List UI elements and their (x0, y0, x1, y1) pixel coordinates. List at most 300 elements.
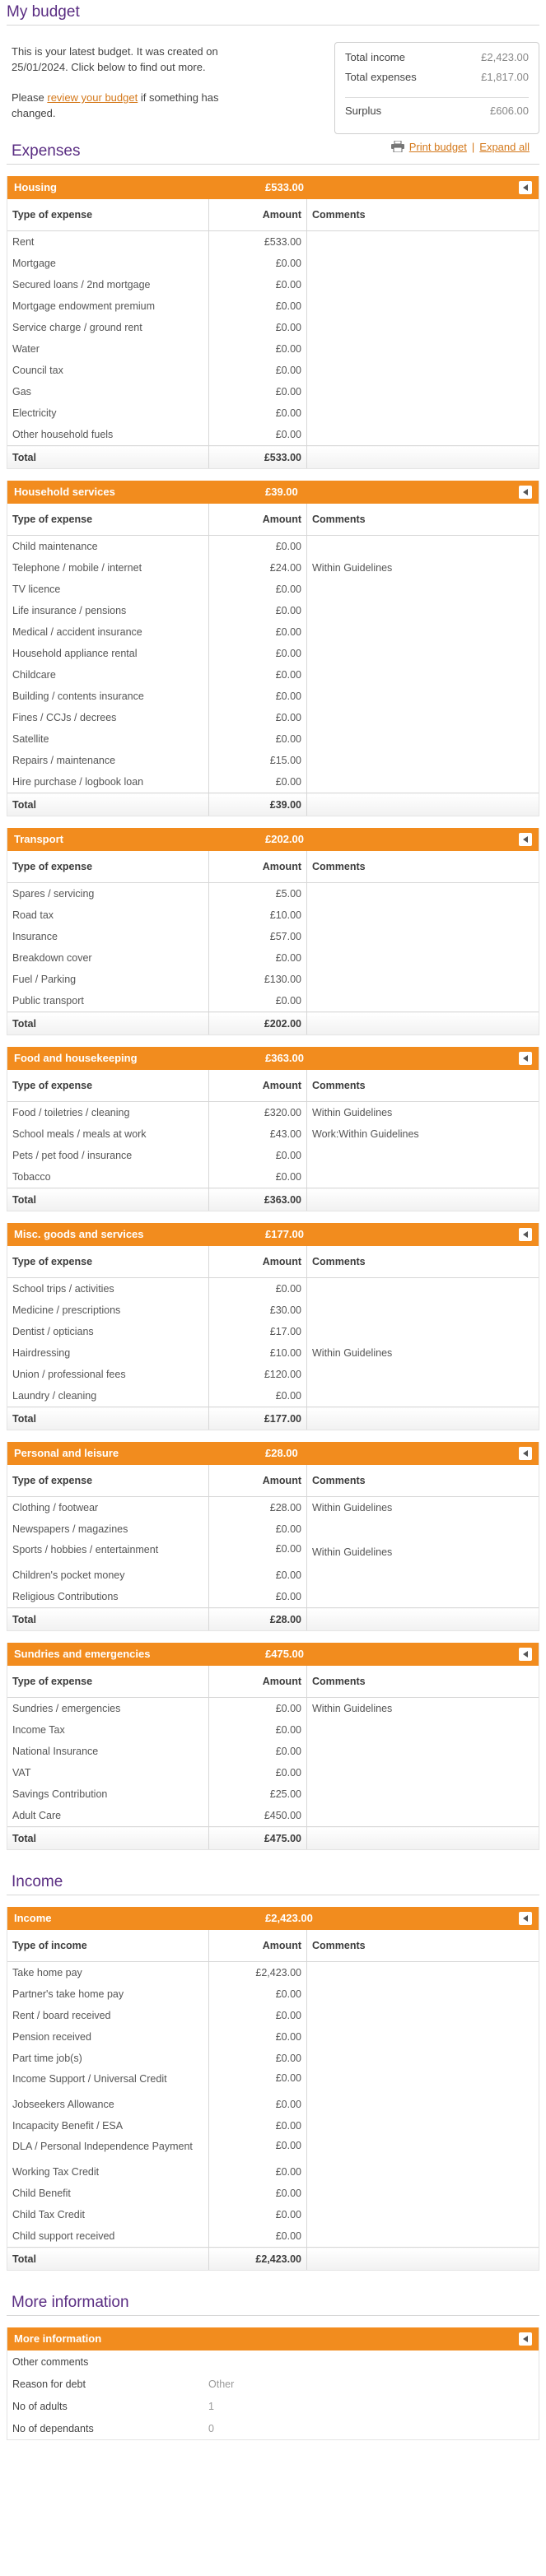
item-amount: £450.00 (209, 1805, 307, 1827)
table-row (7, 1741, 539, 1762)
item-amount: £0.00 (209, 274, 307, 295)
table-row (7, 1586, 539, 1608)
comments-column-header: Comments (307, 851, 539, 883)
item-amount: £0.00 (209, 2048, 307, 2069)
review-prompt (12, 90, 259, 121)
item-label: Laundry / cleaning (7, 1385, 209, 1407)
item-amount: £0.00 (209, 1166, 307, 1188)
item-label: National Insurance (7, 1741, 209, 1762)
item-label: Secured loans / 2nd mortgage (7, 274, 209, 295)
income-table (7, 1930, 539, 2270)
collapse-icon[interactable] (519, 1228, 532, 1241)
item-label: Child Benefit (7, 2183, 209, 2204)
total-comment (307, 2248, 539, 2271)
table-row (7, 2204, 539, 2225)
housing-header[interactable] (7, 176, 539, 199)
item-amount: £0.00 (209, 402, 307, 424)
total-label: Total (7, 446, 209, 469)
total-income-label: Total income (345, 51, 405, 63)
food-and-housekeeping-column-headers (7, 1070, 539, 1102)
table-row (7, 1518, 539, 1540)
amount-column-header: Amount (209, 1465, 307, 1497)
info-label: No of dependants (12, 2422, 94, 2434)
table-row (7, 2183, 539, 2204)
table-row (7, 274, 539, 295)
item-amount: £533.00 (209, 231, 307, 253)
table-row (7, 2137, 539, 2161)
income-heading: Income (12, 1873, 63, 1890)
item-label: Insurance (7, 926, 209, 947)
total-label: Total (7, 2248, 209, 2271)
housing-title: Housing (14, 181, 57, 193)
item-comment (307, 1719, 539, 1741)
table-row (7, 381, 539, 402)
item-label: Spares / servicing (7, 883, 209, 905)
item-label: Sports / hobbies / entertainment (7, 1540, 209, 1565)
collapse-icon[interactable] (519, 1912, 532, 1925)
sundries-and-emergencies-header[interactable] (7, 1643, 539, 1666)
misc-goods-and-services-table (7, 1246, 539, 1430)
item-comment (307, 2137, 539, 2161)
amount-column-header: Amount (209, 1246, 307, 1278)
expense-sections (7, 176, 539, 1850)
total-label: Total (7, 793, 209, 816)
info-label: Reason for debt (12, 2378, 86, 2390)
item-comment (307, 253, 539, 274)
info-label: Other comments (12, 2355, 89, 2368)
item-amount: £0.00 (209, 990, 307, 1012)
total-comment (307, 1608, 539, 1631)
transport-column-headers (7, 851, 539, 883)
item-comment (307, 947, 539, 969)
misc-goods-and-services-title: Misc. goods and services (14, 1228, 144, 1240)
table-row (7, 1540, 539, 1565)
table-row (7, 771, 539, 793)
table-row (7, 317, 539, 338)
table-row (7, 686, 539, 707)
total-expenses-row (345, 67, 529, 87)
table-row (7, 360, 539, 381)
total-label: Total (7, 1608, 209, 1631)
table-row (7, 424, 539, 446)
comments-column-header: Comments (307, 1666, 539, 1698)
sundries-and-emergencies-table (7, 1666, 539, 1849)
transport-card (7, 828, 539, 1035)
item-amount: £0.00 (209, 1698, 307, 1720)
info-row (7, 2395, 539, 2417)
item-label: Child support received (7, 2225, 209, 2248)
item-label: Take home pay (7, 1962, 209, 1984)
item-amount: £0.00 (209, 381, 307, 402)
table-row (7, 600, 539, 621)
housing-table (7, 199, 539, 468)
more-info-table (7, 2350, 539, 2439)
item-label: Breakdown cover (7, 947, 209, 969)
item-label: Newspapers / magazines (7, 1518, 209, 1540)
item-comment (307, 579, 539, 600)
item-label: Child Tax Credit (7, 2204, 209, 2225)
item-amount: £0.00 (209, 1983, 307, 2005)
comments-column-header: Comments (307, 1070, 539, 1102)
collapse-icon[interactable] (519, 1648, 532, 1661)
totals-divider (345, 97, 529, 98)
item-comment (307, 1518, 539, 1540)
table-row (7, 969, 539, 990)
item-amount: £0.00 (209, 643, 307, 664)
income-heading-bar (7, 1865, 539, 1895)
item-amount: £0.00 (209, 295, 307, 317)
item-label: Part time job(s) (7, 2048, 209, 2069)
comments-column-header: Comments (307, 1930, 539, 1962)
item-label: Service charge / ground rent (7, 317, 209, 338)
income-amount: £2,423.00 (265, 1912, 313, 1924)
table-row (7, 579, 539, 600)
table-row (7, 883, 539, 905)
table-row (7, 2161, 539, 2183)
item-comment: Within Guidelines (312, 1107, 393, 1118)
item-comment (307, 402, 539, 424)
collapse-icon[interactable] (519, 1052, 532, 1065)
item-amount: £0.00 (209, 2225, 307, 2248)
item-comment (307, 621, 539, 643)
item-amount: £0.00 (209, 1145, 307, 1166)
item-amount: £0.00 (209, 2115, 307, 2137)
item-comment (307, 883, 539, 905)
item-amount: £10.00 (209, 1342, 307, 1364)
more-info-heading: More information (12, 2294, 129, 2311)
item-comment (307, 771, 539, 793)
item-comment (307, 2069, 539, 2094)
item-label: Public transport (7, 990, 209, 1012)
item-amount: £0.00 (209, 1540, 307, 1565)
item-label: Road tax (7, 904, 209, 926)
item-comment (307, 2204, 539, 2225)
expenses-heading-bar (7, 134, 539, 165)
item-amount: £0.00 (209, 686, 307, 707)
income-section (7, 1907, 539, 2271)
item-comment (307, 1278, 539, 1300)
info-value: Other (208, 2378, 235, 2390)
income-card (7, 1907, 539, 2271)
sundries-and-emergencies-title: Sundries and emergencies (14, 1648, 151, 1660)
total-label: Total (7, 1407, 209, 1430)
intro-text (12, 44, 259, 136)
item-amount: £0.00 (209, 1586, 307, 1608)
item-label: Dentist / opticians (7, 1321, 209, 1342)
item-label: Incapacity Benefit / ESA (7, 2115, 209, 2137)
item-amount: £0.00 (209, 1741, 307, 1762)
item-comment (307, 1962, 539, 1984)
item-amount: £0.00 (209, 579, 307, 600)
item-amount: £0.00 (209, 1565, 307, 1586)
item-label: School trips / activities (7, 1278, 209, 1300)
item-comment (307, 1741, 539, 1762)
page-title: My budget (7, 0, 539, 26)
item-label: Life insurance / pensions (7, 600, 209, 621)
item-amount: £28.00 (209, 1497, 307, 1519)
item-amount: £0.00 (209, 317, 307, 338)
item-label: Pension received (7, 2026, 209, 2048)
table-row (7, 1166, 539, 1188)
item-comment (307, 1762, 539, 1783)
transport-amount: £202.00 (265, 833, 304, 845)
table-row (7, 536, 539, 558)
item-amount: £57.00 (209, 926, 307, 947)
type-column-header: Type of expense (7, 1070, 209, 1102)
item-label: Medical / accident insurance (7, 621, 209, 643)
comments-column-header: Comments (307, 199, 539, 231)
item-amount: £25.00 (209, 1783, 307, 1805)
item-comment (307, 904, 539, 926)
collapse-icon[interactable] (519, 833, 532, 846)
total-amount: £177.00 (209, 1407, 307, 1430)
info-row (7, 2373, 539, 2395)
item-label: Working Tax Credit (7, 2161, 209, 2183)
food-and-housekeeping-table (7, 1070, 539, 1211)
item-amount: £0.00 (209, 1518, 307, 1540)
household-services-amount: £39.00 (265, 486, 298, 498)
info-label: No of adults (12, 2400, 68, 2412)
food-and-housekeeping-amount: £363.00 (265, 1052, 304, 1064)
total-label: Total (7, 1827, 209, 1850)
print-budget-link[interactable]: Print budget (408, 141, 467, 153)
item-amount: £0.00 (209, 2026, 307, 2048)
table-row (7, 664, 539, 686)
item-amount: £0.00 (209, 707, 307, 728)
surplus-label: Surplus (345, 105, 382, 117)
misc-goods-and-services-card (7, 1223, 539, 1430)
item-amount: £130.00 (209, 969, 307, 990)
item-label: Repairs / maintenance (7, 750, 209, 771)
info-value: 1 (208, 2400, 214, 2412)
item-amount: £0.00 (209, 360, 307, 381)
total-amount: £28.00 (209, 1608, 307, 1631)
item-amount: £0.00 (209, 1719, 307, 1741)
item-amount: £0.00 (209, 2183, 307, 2204)
item-label: Food / toiletries / cleaning (7, 1102, 209, 1124)
personal-and-leisure-header[interactable] (7, 1442, 539, 1465)
item-label: Satellite (7, 728, 209, 750)
item-comment (307, 1364, 539, 1385)
item-label: Income Support / Universal Credit (7, 2069, 209, 2094)
sundries-and-emergencies-amount: £475.00 (265, 1648, 304, 1660)
item-amount: £0.00 (209, 2005, 307, 2026)
collapse-icon[interactable] (519, 1447, 532, 1460)
totals-summary (334, 42, 539, 134)
item-label: Union / professional fees (7, 1364, 209, 1385)
item-comment (307, 317, 539, 338)
item-amount: £0.00 (209, 2069, 307, 2094)
table-row (7, 231, 539, 253)
table-row (7, 2048, 539, 2069)
amount-column-header: Amount (209, 199, 307, 231)
item-comment (307, 2115, 539, 2137)
type-column-header: Type of income (7, 1930, 209, 1962)
actions-separator: | (471, 141, 475, 153)
item-label: DLA / Personal Independence Payment (7, 2137, 209, 2161)
table-row (7, 338, 539, 360)
household-services-title: Household services (14, 486, 115, 498)
intro-area (7, 26, 539, 124)
item-label: Rent / board received (7, 2005, 209, 2026)
income-title: Income (14, 1912, 52, 1924)
item-label: Children's pocket money (7, 1565, 209, 1586)
item-comment (307, 2094, 539, 2115)
table-row (7, 1385, 539, 1407)
item-label: Medicine / prescriptions (7, 1300, 209, 1321)
item-comment (307, 1145, 539, 1166)
total-row (7, 1012, 539, 1035)
item-label: Partner's take home pay (7, 1983, 209, 2005)
item-amount: £2,423.00 (209, 1962, 307, 1984)
income-header[interactable] (7, 1907, 539, 1930)
total-income-value: £2,423.00 (481, 51, 529, 63)
item-amount: £0.00 (209, 600, 307, 621)
table-row (7, 1321, 539, 1342)
amount-column-header: Amount (209, 504, 307, 536)
transport-table (7, 851, 539, 1035)
item-amount: £5.00 (209, 883, 307, 905)
info-row (7, 2417, 539, 2439)
household-services-column-headers (7, 504, 539, 536)
item-label: Gas (7, 381, 209, 402)
table-row (7, 707, 539, 728)
total-amount: £363.00 (209, 1188, 307, 1211)
table-row (7, 1565, 539, 1586)
housing-card (7, 176, 539, 469)
misc-goods-and-services-header[interactable] (7, 1223, 539, 1246)
total-comment (307, 1188, 539, 1211)
review-budget-link[interactable]: review your budget (47, 91, 138, 104)
table-row (7, 990, 539, 1012)
item-comment (307, 2026, 539, 2048)
expand-all-link[interactable]: Expand all (479, 141, 530, 153)
item-label: Jobseekers Allowance (7, 2094, 209, 2115)
collapse-icon[interactable] (519, 2332, 532, 2346)
item-comment (307, 728, 539, 750)
table-row (7, 2094, 539, 2115)
item-comment (307, 2225, 539, 2248)
item-label: Pets / pet food / insurance (7, 1145, 209, 1166)
item-label: Electricity (7, 402, 209, 424)
item-amount: £30.00 (209, 1300, 307, 1321)
table-row (7, 728, 539, 750)
income-column-headers (7, 1930, 539, 1962)
item-label: VAT (7, 1762, 209, 1783)
total-row (7, 1188, 539, 1211)
household-services-table (7, 504, 539, 816)
table-row (7, 621, 539, 643)
type-column-header: Type of expense (7, 1666, 209, 1698)
amount-column-header: Amount (209, 1070, 307, 1102)
total-row (7, 1827, 539, 1850)
food-and-housekeeping-header[interactable] (7, 1047, 539, 1070)
item-amount: £24.00 (209, 557, 307, 579)
table-row (7, 1497, 539, 1519)
item-comment (307, 1300, 539, 1321)
total-row (7, 446, 539, 469)
housing-amount: £533.00 (265, 181, 304, 193)
table-row (7, 926, 539, 947)
comments-column-header: Comments (307, 1465, 539, 1497)
item-comment: Within Guidelines (312, 1703, 393, 1714)
table-row (7, 1805, 539, 1827)
item-label: Household appliance rental (7, 643, 209, 664)
item-amount: £0.00 (209, 2161, 307, 2183)
misc-goods-and-services-amount: £177.00 (265, 1228, 304, 1240)
table-row (7, 253, 539, 274)
info-value (203, 2350, 539, 2373)
item-label: School meals / meals at work (7, 1123, 209, 1145)
item-comment: Work:Within Guidelines (312, 1128, 419, 1140)
item-amount: £0.00 (209, 1278, 307, 1300)
total-income-row (345, 48, 529, 67)
more-info-header[interactable] (7, 2327, 539, 2350)
comments-column-header: Comments (307, 1246, 539, 1278)
table-row (7, 1123, 539, 1145)
item-comment (307, 643, 539, 664)
collapse-icon[interactable] (519, 486, 532, 499)
item-label: Mortgage endowment premium (7, 295, 209, 317)
budget-page (7, 0, 539, 2440)
total-label: Total (7, 1188, 209, 1211)
item-comment (307, 1166, 539, 1188)
table-row (7, 1145, 539, 1166)
expenses-heading: Expenses (12, 142, 81, 160)
table-row (7, 1278, 539, 1300)
personal-and-leisure-title: Personal and leisure (14, 1447, 119, 1459)
item-comment: Within Guidelines (312, 1546, 393, 1558)
total-expenses-value: £1,817.00 (481, 71, 529, 83)
comments-column-header: Comments (307, 504, 539, 536)
item-amount: £43.00 (209, 1123, 307, 1145)
table-row (7, 947, 539, 969)
item-label: Hairdressing (7, 1342, 209, 1364)
item-amount: £0.00 (209, 2137, 307, 2161)
item-comment (307, 1321, 539, 1342)
household-services-header[interactable] (7, 481, 539, 504)
item-label: Tobacco (7, 1166, 209, 1188)
table-row (7, 643, 539, 664)
more-info-title: More information (14, 2332, 102, 2345)
transport-title: Transport (14, 833, 63, 845)
food-and-housekeeping-card (7, 1047, 539, 1211)
item-amount: £15.00 (209, 750, 307, 771)
info-row (7, 2350, 539, 2373)
surplus-row (345, 101, 529, 121)
personal-and-leisure-card (7, 1442, 539, 1631)
transport-header[interactable] (7, 828, 539, 851)
item-label: Building / contents insurance (7, 686, 209, 707)
item-comment (307, 707, 539, 728)
collapse-icon[interactable] (519, 181, 532, 194)
item-comment (307, 424, 539, 446)
item-comment (307, 1565, 539, 1586)
table-row (7, 1342, 539, 1364)
table-row (7, 557, 539, 579)
table-row (7, 2069, 539, 2094)
amount-column-header: Amount (209, 851, 307, 883)
total-comment (307, 1012, 539, 1035)
more-info-card (7, 2327, 539, 2440)
amount-column-header: Amount (209, 1930, 307, 1962)
sundries-and-emergencies-card (7, 1643, 539, 1850)
food-and-housekeeping-title: Food and housekeeping (14, 1052, 138, 1064)
more-heading-bar (7, 2285, 539, 2316)
item-label: Childcare (7, 664, 209, 686)
total-amount: £533.00 (209, 446, 307, 469)
table-row (7, 2225, 539, 2248)
